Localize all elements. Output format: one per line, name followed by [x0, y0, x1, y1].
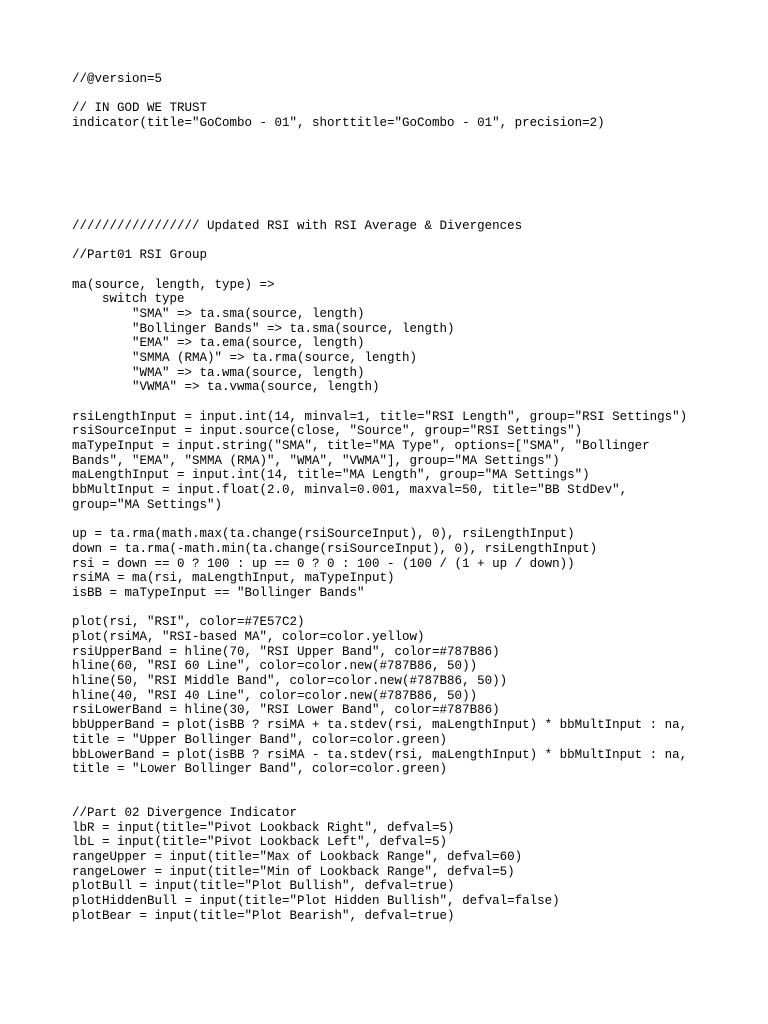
code-line: rsi = down == 0 ? 100 : up == 0 ? 0 : 100 - (100 / (1 + up / down)) — [72, 556, 575, 571]
calculation-block — [72, 527, 752, 600]
code-listing — [72, 72, 752, 923]
code-line: rangeUpper = input(title="Max of Lookback Range", defval=60) — [72, 849, 523, 864]
code-line: title = "Upper Bollinger Band", color=color.green) — [72, 732, 448, 747]
code-line: group="MA Settings") — [72, 497, 223, 512]
inputs-block — [72, 410, 752, 513]
code-line: "SMA" => ta.sma(source, length) — [72, 306, 365, 321]
code-line: switch type — [72, 292, 185, 307]
code-line: rangeLower = input(title="Min of Lookback Range", defval=5) — [72, 864, 515, 879]
code-line: // IN GOD WE TRUST — [72, 101, 208, 116]
indicator-block — [72, 101, 752, 130]
code-line: "SMMA (RMA)" => ta.rma(source, length) — [72, 350, 418, 365]
code-line: bbLowerBand = plot(isBB ? rsiMA - ta.stdev(rsi, maLengthInput) * bbMultInput : na, — [72, 747, 688, 762]
code-line: maLengthInput = input.int(14, title="MA Length", group="MA Settings") — [72, 468, 590, 483]
code-line: hline(50, "RSI Middle Band", color=color.new(#787B86, 50)) — [72, 674, 508, 689]
code-line: maTypeInput = input.string("SMA", title="MA Type", options=["SMA", "Bollinger — [72, 439, 650, 454]
plots-block — [72, 615, 752, 777]
version-block — [72, 72, 752, 87]
code-line: indicator(title="GoCombo - 01", shorttitle="GoCombo - 01", precision=2) — [72, 116, 605, 131]
code-line: bbMultInput = input.float(2.0, minval=0.001, maxval=50, title="BB StdDev", — [72, 483, 628, 498]
code-line: ma(source, length, type) => — [72, 277, 275, 292]
code-line: ///////////////// Updated RSI with RSI Average & Divergences — [72, 218, 523, 233]
code-line: plotBull = input(title="Plot Bullish", defval=true) — [72, 879, 455, 894]
code-line: rsiSourceInput = input.source(close, "Source", group="RSI Settings") — [72, 424, 583, 439]
code-line: title = "Lower Bollinger Band", color=color.green) — [72, 762, 448, 777]
code-line: rsiLengthInput = input.int(14, minval=1, title="RSI Length", group="RSI Settings") — [72, 409, 688, 424]
code-line: plot(rsiMA, "RSI-based MA", color=color.yellow) — [72, 630, 425, 644]
code-line: Bands", "EMA", "SMMA (RMA)", "WMA", "VWMA"], group="MA Settings") — [72, 453, 560, 468]
code-line: "Bollinger Bands" => ta.sma(source, length) — [72, 321, 455, 336]
code-line: plot(rsi, "RSI", color=#7E57C2) — [72, 615, 305, 630]
code-line: down = ta.rma(-math.min(ta.change(rsiSourceInput), 0), rsiLengthInput) — [72, 541, 598, 556]
code-line: "WMA" => ta.wma(source, length) — [72, 365, 365, 380]
code-line: "EMA" => ta.ema(source, length) — [72, 336, 365, 351]
ma-function-block — [72, 278, 752, 396]
code-line: //@version=5 — [72, 72, 163, 86]
code-line: rsiLowerBand = hline(30, "RSI Lower Band", color=#787B86) — [72, 703, 500, 718]
code-line: rsiMA = ma(rsi, maLengthInput, maTypeInput) — [72, 571, 395, 586]
code-line: hline(60, "RSI 60 Line", color=color.new(#787B86, 50)) — [72, 659, 478, 674]
code-line: //Part01 RSI Group — [72, 248, 208, 263]
divergence-block — [72, 806, 752, 924]
code-line: bbUpperBand = plot(isBB ? rsiMA + ta.stdev(rsi, maLengthInput) * bbMultInput : na, — [72, 718, 688, 733]
part01-comment-block — [72, 248, 752, 263]
code-line: isBB = maTypeInput == "Bollinger Bands" — [72, 585, 365, 600]
code-line: lbL = input(title="Pivot Lookback Left", defval=5) — [72, 835, 448, 850]
code-line: hline(40, "RSI 40 Line", color=color.new(#787B86, 50)) — [72, 688, 478, 703]
code-line: plotBear = input(title="Plot Bearish", defval=true) — [72, 908, 455, 923]
code-line: lbR = input(title="Pivot Lookback Right", defval=5) — [72, 820, 455, 835]
code-line: plotHiddenBull = input(title="Plot Hidden Bullish", defval=false) — [72, 894, 560, 908]
code-line: rsiUpperBand = hline(70, "RSI Upper Band", color=#787B86) — [72, 644, 500, 659]
code-line: //Part 02 Divergence Indicator — [72, 805, 298, 820]
code-line: up = ta.rma(math.max(ta.change(rsiSourceInput), 0), rsiLengthInput) — [72, 527, 575, 542]
code-line: "VWMA" => ta.vwma(source, length) — [72, 380, 380, 395]
section-title-block — [72, 219, 752, 234]
